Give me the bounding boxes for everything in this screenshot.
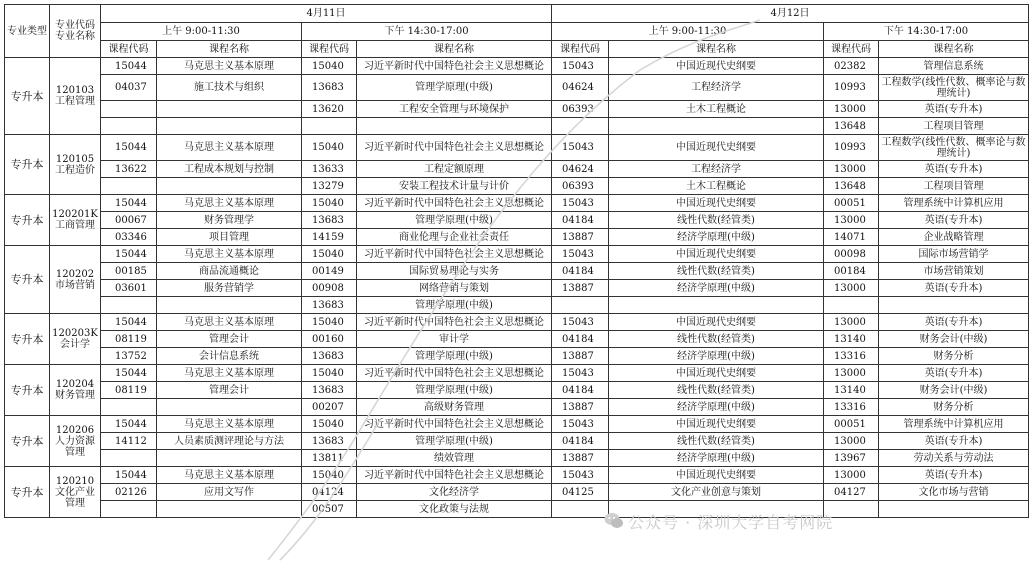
table-row <box>5 365 1029 382</box>
course-code: 13000 <box>824 212 879 229</box>
course-code: 15040 <box>302 314 357 331</box>
course-name: 线性代数(经管类) <box>609 433 824 450</box>
course-name: 习近平新时代中国特色社会主义思想概论 <box>357 58 552 75</box>
course-code: 14071 <box>824 229 879 246</box>
course-name <box>157 399 302 416</box>
course-code: 15043 <box>552 195 609 212</box>
course-name: 工程成本规划与控制 <box>157 161 302 178</box>
course-name: 马克思主义基本原理 <box>157 246 302 263</box>
major-code-name: 120105 工程造价 <box>50 135 101 195</box>
course-name: 经济学原理(中级) <box>609 399 824 416</box>
course-code: 13811 <box>302 450 357 467</box>
course-code: 13000 <box>824 161 879 178</box>
course-name: 财务分析 <box>879 348 1029 365</box>
course-code: 13000 <box>824 433 879 450</box>
course-name: 应用文写作 <box>157 484 302 501</box>
course-name: 中国近现代史纲要 <box>609 246 824 263</box>
course-code: 15044 <box>101 58 157 75</box>
course-name: 财务分析 <box>879 399 1029 416</box>
course-name <box>357 118 552 135</box>
course-code: 15040 <box>302 58 357 75</box>
table-row <box>5 280 1029 297</box>
course-name <box>157 178 302 195</box>
course-code: 13683 <box>302 433 357 450</box>
table-row <box>5 433 1029 450</box>
course-code: 13140 <box>824 331 879 348</box>
course-code: 04184 <box>552 382 609 399</box>
course-name <box>879 297 1029 314</box>
table-row <box>5 246 1029 263</box>
course-name: 高级财务管理 <box>357 399 552 416</box>
course-code: 13887 <box>552 348 609 365</box>
major-code-name: 120206 人力资源管理 <box>50 416 101 467</box>
course-code: 06393 <box>552 101 609 118</box>
course-code <box>101 297 157 314</box>
course-name: 国际贸易理论与实务 <box>357 263 552 280</box>
header-course-code: 课程代码 <box>552 41 609 58</box>
course-code: 03346 <box>101 229 157 246</box>
table-row <box>5 263 1029 280</box>
major-code-name: 120210 文化产业管理 <box>50 467 101 518</box>
course-code: 04184 <box>552 331 609 348</box>
course-code: 13887 <box>552 450 609 467</box>
table-header <box>5 5 1029 58</box>
course-code: 00149 <box>302 263 357 280</box>
course-name: 工程定额原理 <box>357 161 552 178</box>
course-code: 15043 <box>552 467 609 484</box>
course-name: 国际市场营销学 <box>879 246 1029 263</box>
major-type: 专升本 <box>5 467 50 518</box>
course-name: 工程经济学 <box>609 75 824 101</box>
course-name: 工程经济学 <box>609 161 824 178</box>
course-name <box>157 297 302 314</box>
course-name: 线性代数(经管类) <box>609 331 824 348</box>
course-name: 财务会计(中级) <box>879 382 1029 399</box>
major-type: 专升本 <box>5 135 50 195</box>
course-name: 人员素质测评理论与方法 <box>157 433 302 450</box>
course-name: 管理学原理(中级) <box>357 297 552 314</box>
course-code: 00185 <box>101 263 157 280</box>
course-code: 04184 <box>552 263 609 280</box>
table-row <box>5 178 1029 195</box>
course-name: 马克思主义基本原理 <box>157 135 302 161</box>
table-row <box>5 297 1029 314</box>
course-code: 04127 <box>824 484 879 501</box>
course-name: 文化政策与法规 <box>357 501 552 518</box>
table-row <box>5 484 1029 501</box>
header-course-name: 课程名称 <box>357 41 552 58</box>
course-code: 04624 <box>552 161 609 178</box>
course-name: 文化产业创意与策划 <box>609 484 824 501</box>
major-code-name: 120203K 会计学 <box>50 314 101 365</box>
header-course-name: 课程名称 <box>157 41 302 58</box>
course-code <box>101 178 157 195</box>
course-name: 安装工程技术计量与计价 <box>357 178 552 195</box>
header-day2-afternoon: 下午 14:30-17:00 <box>824 23 1029 41</box>
course-code: 13967 <box>824 450 879 467</box>
course-name: 马克思主义基本原理 <box>157 195 302 212</box>
header-course-name: 课程名称 <box>609 41 824 58</box>
course-name: 管理系统中计算机应用 <box>879 195 1029 212</box>
course-code: 15040 <box>302 365 357 382</box>
course-name: 土木工程概论 <box>609 101 824 118</box>
course-code: 15044 <box>101 416 157 433</box>
course-name: 英语(专升本) <box>879 101 1029 118</box>
course-code: 04037 <box>101 75 157 101</box>
course-name: 网络营销与策划 <box>357 280 552 297</box>
table-row <box>5 135 1029 161</box>
course-name: 绩效管理 <box>357 450 552 467</box>
course-code: 15043 <box>552 246 609 263</box>
course-name: 马克思主义基本原理 <box>157 365 302 382</box>
course-code: 02382 <box>824 58 879 75</box>
course-code: 00051 <box>824 416 879 433</box>
course-name: 习近平新时代中国特色社会主义思想概论 <box>357 314 552 331</box>
course-code: 15044 <box>101 467 157 484</box>
watermark-text: 公众号 · 深圳大学自考网院 <box>628 513 834 532</box>
course-code: 10993 <box>824 135 879 161</box>
course-name: 会计信息系统 <box>157 348 302 365</box>
course-name: 中国近现代史纲要 <box>609 416 824 433</box>
exam-schedule-table <box>4 4 1029 518</box>
course-code: 15043 <box>552 314 609 331</box>
course-name: 英语(专升本) <box>879 467 1029 484</box>
course-code <box>824 297 879 314</box>
course-code: 13000 <box>824 467 879 484</box>
course-code: 13316 <box>824 399 879 416</box>
course-name: 管理学原理(中级) <box>357 433 552 450</box>
table-body <box>5 58 1029 518</box>
course-name: 工程数学(线性代数、概率论与数理统计) <box>879 135 1029 161</box>
wechat-icon <box>604 512 624 530</box>
course-name: 线性代数(经管类) <box>609 263 824 280</box>
course-name: 马克思主义基本原理 <box>157 416 302 433</box>
table-row <box>5 161 1029 178</box>
course-name: 管理学原理(中级) <box>357 348 552 365</box>
table-row <box>5 467 1029 484</box>
course-code: 13648 <box>824 178 879 195</box>
course-name: 英语(专升本) <box>879 212 1029 229</box>
course-name: 企业战略管理 <box>879 229 1029 246</box>
course-name: 马克思主义基本原理 <box>157 314 302 331</box>
course-code: 13140 <box>824 382 879 399</box>
course-code: 13622 <box>101 161 157 178</box>
course-name <box>157 101 302 118</box>
course-code: 04624 <box>552 75 609 101</box>
course-code: 04184 <box>552 212 609 229</box>
table-row <box>5 501 1029 518</box>
course-name: 工程项目管理 <box>879 118 1029 135</box>
course-name: 习近平新时代中国特色社会主义思想概论 <box>357 467 552 484</box>
course-code: 08119 <box>101 382 157 399</box>
course-code: 13683 <box>302 212 357 229</box>
course-code: 13279 <box>302 178 357 195</box>
course-name: 习近平新时代中国特色社会主义思想概论 <box>357 195 552 212</box>
course-code: 13752 <box>101 348 157 365</box>
major-code-name: 120202 市场营销 <box>50 246 101 314</box>
course-code: 02126 <box>101 484 157 501</box>
course-code: 13648 <box>824 118 879 135</box>
course-code: 00160 <box>302 331 357 348</box>
course-name <box>609 297 824 314</box>
course-name <box>157 501 302 518</box>
course-name: 工程数学(线性代数、概率论与数理统计) <box>879 75 1029 101</box>
header-major-type: 专业类型 <box>5 5 50 58</box>
header-day2-morning: 上午 9:00-11:30 <box>552 23 824 41</box>
course-code <box>302 118 357 135</box>
course-name: 管理会计 <box>157 382 302 399</box>
course-name: 英语(专升本) <box>879 161 1029 178</box>
course-name: 商业伦理与企业社会责任 <box>357 229 552 246</box>
course-code: 04124 <box>302 484 357 501</box>
course-code <box>552 118 609 135</box>
course-name: 中国近现代史纲要 <box>609 195 824 212</box>
course-name: 管理学原理(中级) <box>357 382 552 399</box>
course-code: 13000 <box>824 314 879 331</box>
major-type: 专升本 <box>5 195 50 246</box>
course-name: 经济学原理(中级) <box>609 280 824 297</box>
course-name: 审计学 <box>357 331 552 348</box>
course-code: 15040 <box>302 246 357 263</box>
course-name: 习近平新时代中国特色社会主义思想概论 <box>357 365 552 382</box>
course-code: 13000 <box>824 280 879 297</box>
table-row <box>5 58 1029 75</box>
course-name: 英语(专升本) <box>879 314 1029 331</box>
course-name: 施工技术与组织 <box>157 75 302 101</box>
course-code: 13000 <box>824 365 879 382</box>
table-row <box>5 314 1029 331</box>
course-name: 工程项目管理 <box>879 178 1029 195</box>
course-code: 15044 <box>101 135 157 161</box>
major-type: 专升本 <box>5 365 50 416</box>
course-name <box>609 118 824 135</box>
table-row <box>5 195 1029 212</box>
course-name: 市场营销策划 <box>879 263 1029 280</box>
course-code: 13683 <box>302 382 357 399</box>
course-code: 15040 <box>302 195 357 212</box>
course-name: 文化经济学 <box>357 484 552 501</box>
course-name: 线性代数(经管类) <box>609 382 824 399</box>
course-code <box>552 297 609 314</box>
course-code: 14112 <box>101 433 157 450</box>
course-code: 15043 <box>552 58 609 75</box>
course-code: 15040 <box>302 467 357 484</box>
course-code: 00184 <box>824 263 879 280</box>
course-code: 00067 <box>101 212 157 229</box>
course-name: 土木工程概论 <box>609 178 824 195</box>
course-name: 劳动关系与劳动法 <box>879 450 1029 467</box>
major-code-name: 120204 财务管理 <box>50 365 101 416</box>
course-code: 15044 <box>101 246 157 263</box>
header-day1-afternoon: 下午 14:30-17:00 <box>302 23 552 41</box>
table-row <box>5 212 1029 229</box>
course-name: 文化市场与营销 <box>879 484 1029 501</box>
course-code <box>101 118 157 135</box>
course-code: 13683 <box>302 75 357 101</box>
header-course-code: 课程代码 <box>101 41 157 58</box>
course-name: 经济学原理(中级) <box>609 450 824 467</box>
course-code: 13887 <box>552 399 609 416</box>
course-code <box>101 399 157 416</box>
course-code: 00507 <box>302 501 357 518</box>
course-code: 15040 <box>302 135 357 161</box>
course-name <box>157 118 302 135</box>
header-day-2: 4月12日 <box>552 5 1029 23</box>
course-name: 项目管理 <box>157 229 302 246</box>
course-name: 习近平新时代中国特色社会主义思想概论 <box>357 416 552 433</box>
course-code: 04125 <box>552 484 609 501</box>
header-day1-morning: 上午 9:00-11:30 <box>101 23 302 41</box>
course-code <box>101 501 157 518</box>
course-name: 经济学原理(中级) <box>609 229 824 246</box>
header-course-code: 课程代码 <box>302 41 357 58</box>
header-day-1: 4月11日 <box>101 5 552 23</box>
course-name: 习近平新时代中国特色社会主义思想概论 <box>357 135 552 161</box>
course-code: 15043 <box>552 416 609 433</box>
course-name: 服务营销学 <box>157 280 302 297</box>
course-code: 00051 <box>824 195 879 212</box>
table-row <box>5 331 1029 348</box>
major-type: 专升本 <box>5 58 50 135</box>
course-name: 管理系统中计算机应用 <box>879 416 1029 433</box>
table-row <box>5 75 1029 101</box>
header-course-name: 课程名称 <box>879 41 1029 58</box>
course-code: 15044 <box>101 365 157 382</box>
table-row <box>5 348 1029 365</box>
course-code: 13316 <box>824 348 879 365</box>
course-code: 13887 <box>552 280 609 297</box>
course-code: 13000 <box>824 101 879 118</box>
course-code: 15043 <box>552 135 609 161</box>
table-row <box>5 101 1029 118</box>
course-name: 财务管理学 <box>157 212 302 229</box>
major-code-name: 120201K 工商管理 <box>50 195 101 246</box>
course-name: 英语(专升本) <box>879 365 1029 382</box>
course-name: 中国近现代史纲要 <box>609 58 824 75</box>
header-major-code-name: 专业代码专业名称 <box>50 5 101 58</box>
course-name <box>879 501 1029 518</box>
course-name: 中国近现代史纲要 <box>609 467 824 484</box>
course-code: 00098 <box>824 246 879 263</box>
table-row <box>5 450 1029 467</box>
course-name: 管理学原理(中级) <box>357 75 552 101</box>
course-name: 线性代数(经管类) <box>609 212 824 229</box>
course-name: 管理会计 <box>157 331 302 348</box>
course-code: 13620 <box>302 101 357 118</box>
course-code: 06393 <box>552 178 609 195</box>
course-code: 03601 <box>101 280 157 297</box>
table-row <box>5 382 1029 399</box>
major-type: 专升本 <box>5 314 50 365</box>
course-code <box>101 101 157 118</box>
course-name: 财务会计(中级) <box>879 331 1029 348</box>
course-name: 英语(专升本) <box>879 433 1029 450</box>
course-code: 15040 <box>302 416 357 433</box>
major-code-name: 120103 工程管理 <box>50 58 101 135</box>
course-name: 中国近现代史纲要 <box>609 314 824 331</box>
course-name: 英语(专升本) <box>879 280 1029 297</box>
course-name: 马克思主义基本原理 <box>157 467 302 484</box>
table-row <box>5 399 1029 416</box>
course-name <box>157 450 302 467</box>
course-code <box>101 450 157 467</box>
course-code: 04184 <box>552 433 609 450</box>
course-code: 15044 <box>101 195 157 212</box>
course-code: 14159 <box>302 229 357 246</box>
table-row <box>5 229 1029 246</box>
course-name: 经济学原理(中级) <box>609 348 824 365</box>
course-code: 00908 <box>302 280 357 297</box>
course-name: 管理信息系统 <box>879 58 1029 75</box>
course-name: 中国近现代史纲要 <box>609 135 824 161</box>
header-course-code: 课程代码 <box>824 41 879 58</box>
course-code: 10993 <box>824 75 879 101</box>
course-name: 商品流通概论 <box>157 263 302 280</box>
course-name: 工程安全管理与环境保护 <box>357 101 552 118</box>
course-code: 13683 <box>302 297 357 314</box>
course-code: 00207 <box>302 399 357 416</box>
course-code: 13683 <box>302 348 357 365</box>
course-code: 13633 <box>302 161 357 178</box>
course-name: 马克思主义基本原理 <box>157 58 302 75</box>
table-row <box>5 118 1029 135</box>
major-type: 专升本 <box>5 416 50 467</box>
course-name: 管理学原理(中级) <box>357 212 552 229</box>
course-code: 08119 <box>101 331 157 348</box>
course-code: 13887 <box>552 229 609 246</box>
course-code: 15043 <box>552 365 609 382</box>
table-row <box>5 416 1029 433</box>
course-code: 15044 <box>101 314 157 331</box>
major-type: 专升本 <box>5 246 50 314</box>
course-code <box>552 501 609 518</box>
course-name: 中国近现代史纲要 <box>609 365 824 382</box>
course-name: 习近平新时代中国特色社会主义思想概论 <box>357 246 552 263</box>
